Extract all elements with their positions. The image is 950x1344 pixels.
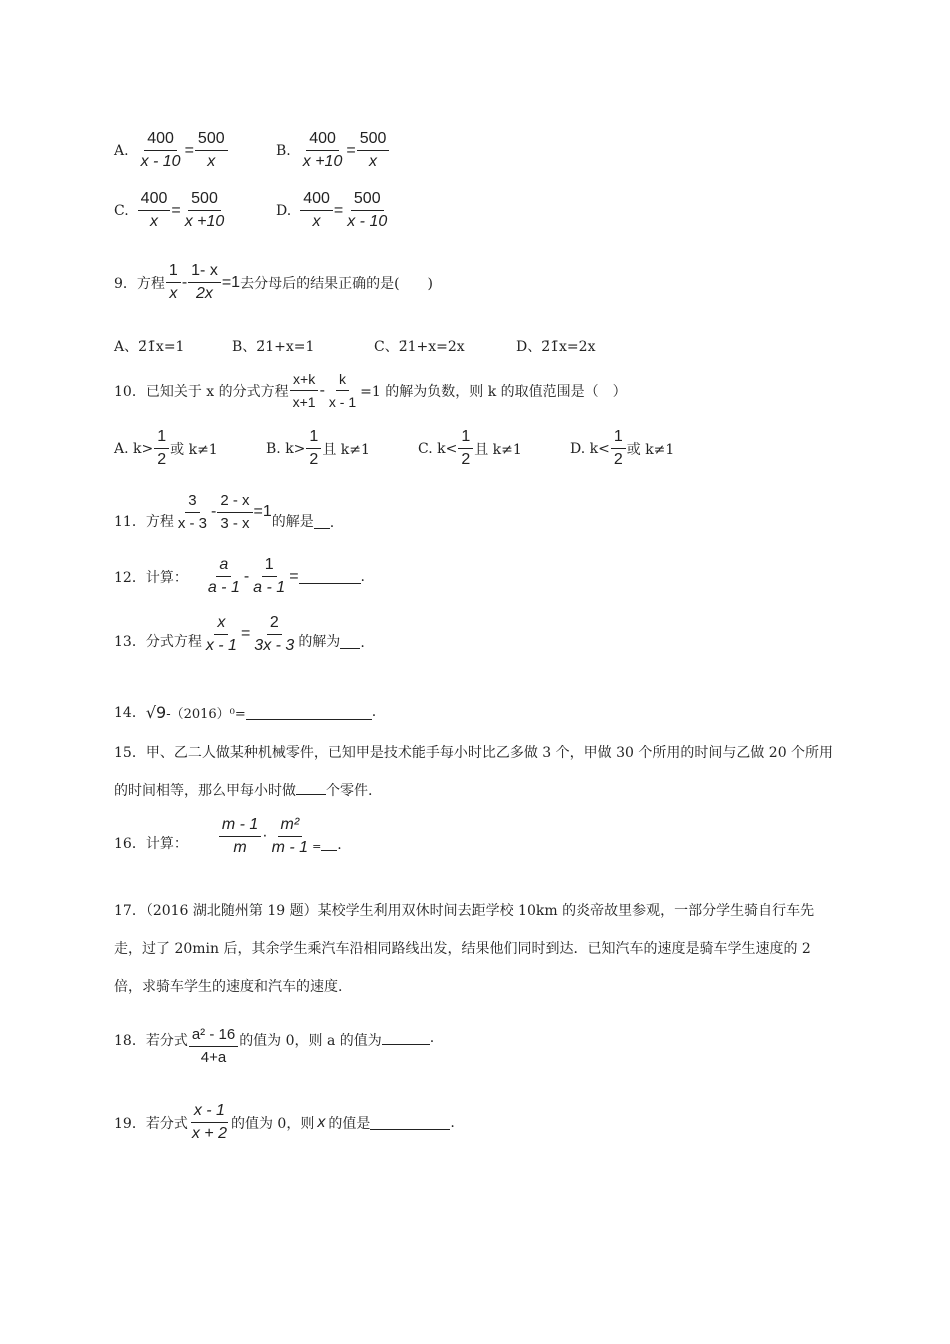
question-text: 10．已知关于 x 的分式方程 — [114, 383, 289, 400]
denominator: x — [169, 285, 178, 302]
question-text: 18．若分式 — [114, 1033, 188, 1049]
denominator: 2x — [196, 285, 213, 302]
equals-one: =1 — [253, 503, 272, 520]
option-suffix: 或 k≠1 — [626, 441, 675, 458]
question-text: 的解为 — [298, 634, 341, 650]
denominator: 2 — [157, 451, 167, 468]
question-text: -（2016）⁰= — [166, 706, 246, 722]
numerator: 2 - x — [217, 492, 252, 513]
fraction — [250, 556, 288, 597]
numerator: 500 — [195, 130, 228, 151]
question-17 — [114, 892, 836, 1006]
question-14 — [114, 702, 376, 722]
period: . — [371, 704, 377, 720]
q8-option-d — [276, 190, 391, 231]
denominator: a - 1 — [207, 579, 240, 596]
equals-sign: = — [346, 141, 356, 159]
period: . — [360, 568, 365, 585]
fraction — [154, 428, 169, 469]
question-text: 16．计算： — [114, 836, 188, 852]
fraction — [251, 614, 297, 655]
answer-blank[interactable] — [299, 569, 361, 584]
answer-blank[interactable] — [296, 780, 326, 795]
option-c: C、2̄1+x=2x — [374, 339, 465, 355]
numerator: m² — [278, 816, 303, 837]
question-19 — [114, 1102, 455, 1143]
question-text: 17．（2016 湖北随州第 19 题）某校学生利用双休时间去距学校 10km 的炎帝故里参观，一部分学生骑自行车先走，过了 20min 后，其余学生乘汽车沿相同路线出发，结果他们同时到达．已知汽车的速度是骑车学生速度的 2 倍，求骑车学生的速度和汽车的速度. — [114, 903, 815, 995]
denominator: x+1 — [292, 394, 316, 410]
q10-options — [114, 428, 674, 469]
denominator: m - 1 — [271, 839, 309, 856]
denominator: 2 — [461, 451, 471, 468]
numerator: a² - 16 — [189, 1026, 238, 1047]
fraction — [189, 1102, 230, 1143]
square-root: √9 — [145, 702, 167, 722]
option-a — [114, 428, 266, 469]
fraction — [219, 816, 261, 857]
denominator: x - 3 — [177, 515, 208, 532]
equals-sign: = — [312, 840, 322, 853]
numerator: 1- x — [188, 262, 221, 283]
period: . — [329, 515, 335, 531]
numerator: x — [214, 614, 228, 635]
denominator: x - 1 — [205, 637, 237, 654]
denominator: 4+a — [200, 1049, 227, 1066]
option-suffix: 且 k≠1 — [474, 441, 522, 458]
question-text: 去分母后的结果正确的是( ) — [240, 275, 434, 292]
equals-sign: = — [171, 201, 181, 219]
q8-option-c — [114, 190, 228, 231]
period: . — [337, 837, 342, 853]
option-b: B、2̄1+x=1 — [232, 339, 315, 355]
multiply-dot: · — [262, 827, 268, 844]
denominator: x +10 — [302, 153, 343, 170]
denominator: x - 10 — [140, 153, 181, 170]
fraction — [182, 190, 228, 231]
option-c — [418, 428, 570, 469]
question-text: 的值是 — [328, 1115, 371, 1132]
equals-sign: = — [333, 201, 344, 219]
fraction — [269, 816, 311, 857]
variable-x: x — [317, 1113, 326, 1131]
answer-blank[interactable] — [314, 514, 330, 529]
answer-blank[interactable] — [340, 634, 360, 649]
option-b — [266, 428, 418, 469]
question-text: 15．甲、乙二人做某种机械零件，已知甲是技术能手每小时比乙多做 3 个，甲做 30 个所用的时间与乙做 20 个所用的时间相等，那么甲每小时做 — [114, 745, 834, 799]
numerator: 1 — [611, 428, 626, 449]
numerator: 2 — [267, 614, 282, 635]
q9-options — [114, 336, 595, 356]
fraction — [611, 428, 626, 469]
option-label: A. — [114, 142, 129, 159]
fraction — [189, 1026, 238, 1067]
fraction — [203, 614, 240, 655]
option-a: A、2̄1̄x=1 — [114, 339, 185, 355]
question-text: =1 的解为负数，则 k 的取值范围是（ ） — [360, 383, 627, 400]
question-9 — [114, 262, 433, 303]
numerator: 1 — [154, 428, 169, 449]
equals-sign: = — [240, 625, 251, 642]
numerator: 400 — [144, 130, 177, 151]
numerator: 400 — [300, 190, 333, 211]
fraction — [300, 190, 333, 231]
denominator: x +10 — [184, 213, 225, 230]
denominator: x — [369, 153, 378, 170]
fraction — [306, 428, 321, 469]
minus-sign: - — [319, 381, 325, 399]
numerator: 500 — [351, 190, 384, 211]
fraction — [166, 262, 181, 303]
option-d — [570, 428, 674, 469]
answer-blank[interactable] — [382, 1030, 430, 1045]
equals-sign: = — [289, 567, 299, 585]
denominator: m — [233, 839, 247, 856]
question-text: 个零件. — [326, 783, 373, 799]
numerator: 500 — [188, 190, 221, 211]
denominator: x - 1 — [328, 394, 357, 410]
numerator: a — [216, 556, 231, 577]
question-11 — [114, 492, 334, 533]
minus-sign: - — [211, 503, 217, 520]
denominator: x — [207, 153, 216, 170]
numerator: 500 — [357, 130, 390, 151]
equals-one: =1 — [221, 273, 241, 291]
fraction — [138, 190, 171, 231]
fraction — [217, 492, 252, 533]
question-text: 的解是 — [271, 514, 314, 530]
period: . — [360, 635, 365, 651]
answer-blank[interactable] — [321, 836, 337, 851]
numerator: 1 — [306, 428, 321, 449]
fraction — [344, 190, 390, 231]
numerator: 1 — [458, 428, 473, 449]
question-text: 的值为 0，则 — [230, 1115, 315, 1132]
question-text: 9．方程 — [114, 275, 165, 292]
option-prefix: A. k> — [114, 440, 154, 457]
numerator: k — [336, 370, 349, 391]
question-18 — [114, 1026, 434, 1067]
option-d: D、2̄1̄x=2x — [516, 339, 596, 355]
fraction — [205, 556, 243, 597]
question-15 — [114, 734, 836, 810]
denominator: x + 2 — [191, 1125, 227, 1142]
fraction — [188, 262, 221, 303]
fraction — [138, 130, 184, 171]
fraction — [290, 370, 319, 411]
denominator: x — [312, 213, 321, 230]
question-16 — [114, 816, 342, 857]
period: . — [429, 1030, 435, 1046]
fraction — [326, 370, 359, 411]
denominator: 2 — [613, 451, 623, 468]
option-label: D. — [276, 202, 292, 219]
question-text: 13．分式方程 — [114, 634, 202, 650]
question-text: 14． — [114, 705, 146, 721]
minus-sign: - — [181, 273, 188, 291]
question-12 — [114, 556, 365, 597]
denominator: 3x - 3 — [254, 637, 295, 654]
fraction — [300, 130, 346, 171]
denominator: 3 - x — [220, 515, 250, 532]
option-label: B. — [276, 142, 291, 159]
numerator: 1 — [262, 556, 277, 577]
denominator: x — [150, 213, 159, 230]
option-prefix: D. k< — [570, 440, 610, 457]
answer-blank[interactable] — [246, 705, 372, 720]
fraction — [458, 428, 473, 469]
numerator: 1 — [166, 262, 181, 283]
numerator: 400 — [138, 190, 171, 211]
denominator: a - 1 — [253, 579, 286, 596]
equals-sign: = — [184, 141, 194, 159]
fraction — [175, 492, 210, 533]
numerator: 3 — [185, 492, 199, 513]
option-prefix: C. k< — [418, 440, 458, 457]
fraction — [195, 130, 228, 171]
denominator: 2 — [309, 451, 319, 468]
q8-option-b — [276, 130, 390, 171]
fraction — [357, 130, 390, 171]
question-text: 12．计算： — [114, 569, 188, 586]
question-text: 的值为 0，则 a 的值为 — [239, 1033, 382, 1049]
numerator: x - 1 — [191, 1102, 228, 1123]
question-10 — [114, 370, 627, 411]
numerator: 400 — [306, 130, 339, 151]
question-13 — [114, 614, 365, 655]
answer-blank[interactable] — [370, 1115, 450, 1130]
question-text: 19．若分式 — [114, 1115, 188, 1132]
numerator: m - 1 — [219, 816, 261, 837]
option-prefix: B. k> — [266, 440, 306, 457]
numerator: x+k — [290, 370, 318, 391]
option-suffix: 且 k≠1 — [322, 441, 370, 458]
option-suffix: 或 k≠1 — [170, 441, 218, 458]
denominator: x - 10 — [347, 213, 388, 230]
option-label: C. — [114, 202, 129, 219]
q8-option-a — [114, 130, 229, 171]
question-text: 11．方程 — [114, 514, 174, 530]
period: . — [450, 1114, 455, 1131]
minus-sign: - — [243, 567, 250, 585]
